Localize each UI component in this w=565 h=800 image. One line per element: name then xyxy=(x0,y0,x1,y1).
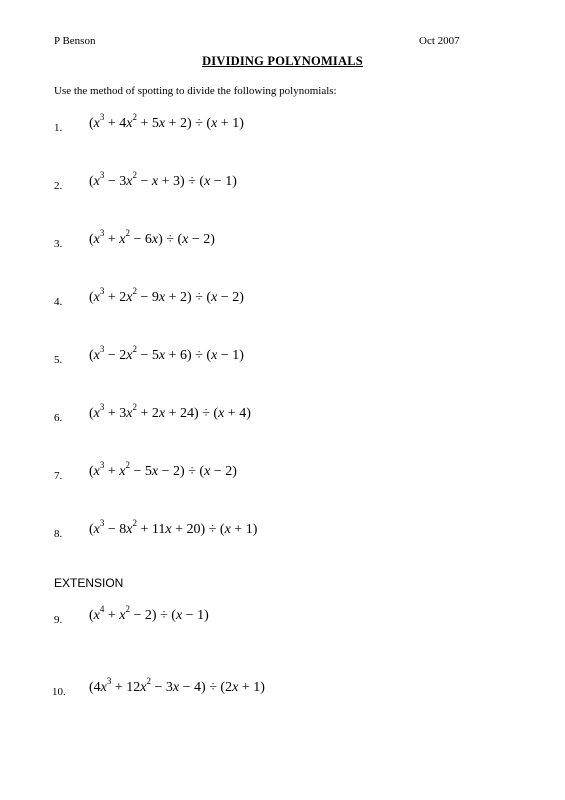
author-name: P Benson xyxy=(54,35,96,47)
question-number: 7. xyxy=(54,470,63,482)
polynomial-expression: $(x^3 - 2x^2 - 5x + 6) \div (x - 1)$ xyxy=(89,344,244,363)
question-number: 2. xyxy=(54,180,63,192)
question-item xyxy=(0,402,565,430)
page-title: DIVIDING POLYNOMIALS xyxy=(202,54,363,68)
question-number: 5. xyxy=(54,354,63,366)
question-number: 4. xyxy=(54,296,63,308)
polynomial-expression: $(x^3 - 8x^2 + 11x + 20) \div (x + 1)$ xyxy=(89,518,258,537)
question-item xyxy=(0,344,565,372)
instruction-text: Use the method of spotting to divide the following polynomials: xyxy=(54,85,337,97)
question-item xyxy=(0,518,565,546)
question-item xyxy=(0,604,565,632)
document-date: Oct 2007 xyxy=(419,35,460,47)
question-number: 1. xyxy=(54,122,63,134)
polynomial-expression: $(x^3 - 3x^2 - x + 3) \div (x - 1)$ xyxy=(89,170,237,189)
polynomial-expression: $(x^3 + 4x^2 + 5x + 2) \div (x + 1)$ xyxy=(89,112,244,131)
question-item xyxy=(0,170,565,198)
question-item xyxy=(0,286,565,314)
polynomial-expression: $(4x^3 + 12x^2 - 3x - 4) \div (2x + 1)$ xyxy=(89,676,265,695)
question-item xyxy=(0,112,565,140)
question-number: 8. xyxy=(54,528,63,540)
question-item xyxy=(0,460,565,488)
polynomial-expression: $(x^3 + x^2 - 5x - 2) \div (x - 2)$ xyxy=(89,460,237,479)
polynomial-expression: $(x^3 + 3x^2 + 2x + 24) \div (x + 4)$ xyxy=(89,402,251,421)
question-item xyxy=(0,676,565,704)
question-item xyxy=(0,228,565,256)
polynomial-expression: $(x^4 + x^2 - 2) \div (x - 1)$ xyxy=(89,604,209,623)
extension-heading: EXTENSION xyxy=(54,576,124,590)
polynomial-expression: $(x^3 + 2x^2 - 9x + 2) \div (x - 2)$ xyxy=(89,286,244,305)
question-number: 9. xyxy=(54,614,63,626)
polynomial-expression: $(x^3 + x^2 - 6x) \div (x - 2)$ xyxy=(89,228,215,247)
question-number: 10. xyxy=(52,686,66,698)
question-number: 6. xyxy=(54,412,63,424)
question-number: 3. xyxy=(54,238,63,250)
